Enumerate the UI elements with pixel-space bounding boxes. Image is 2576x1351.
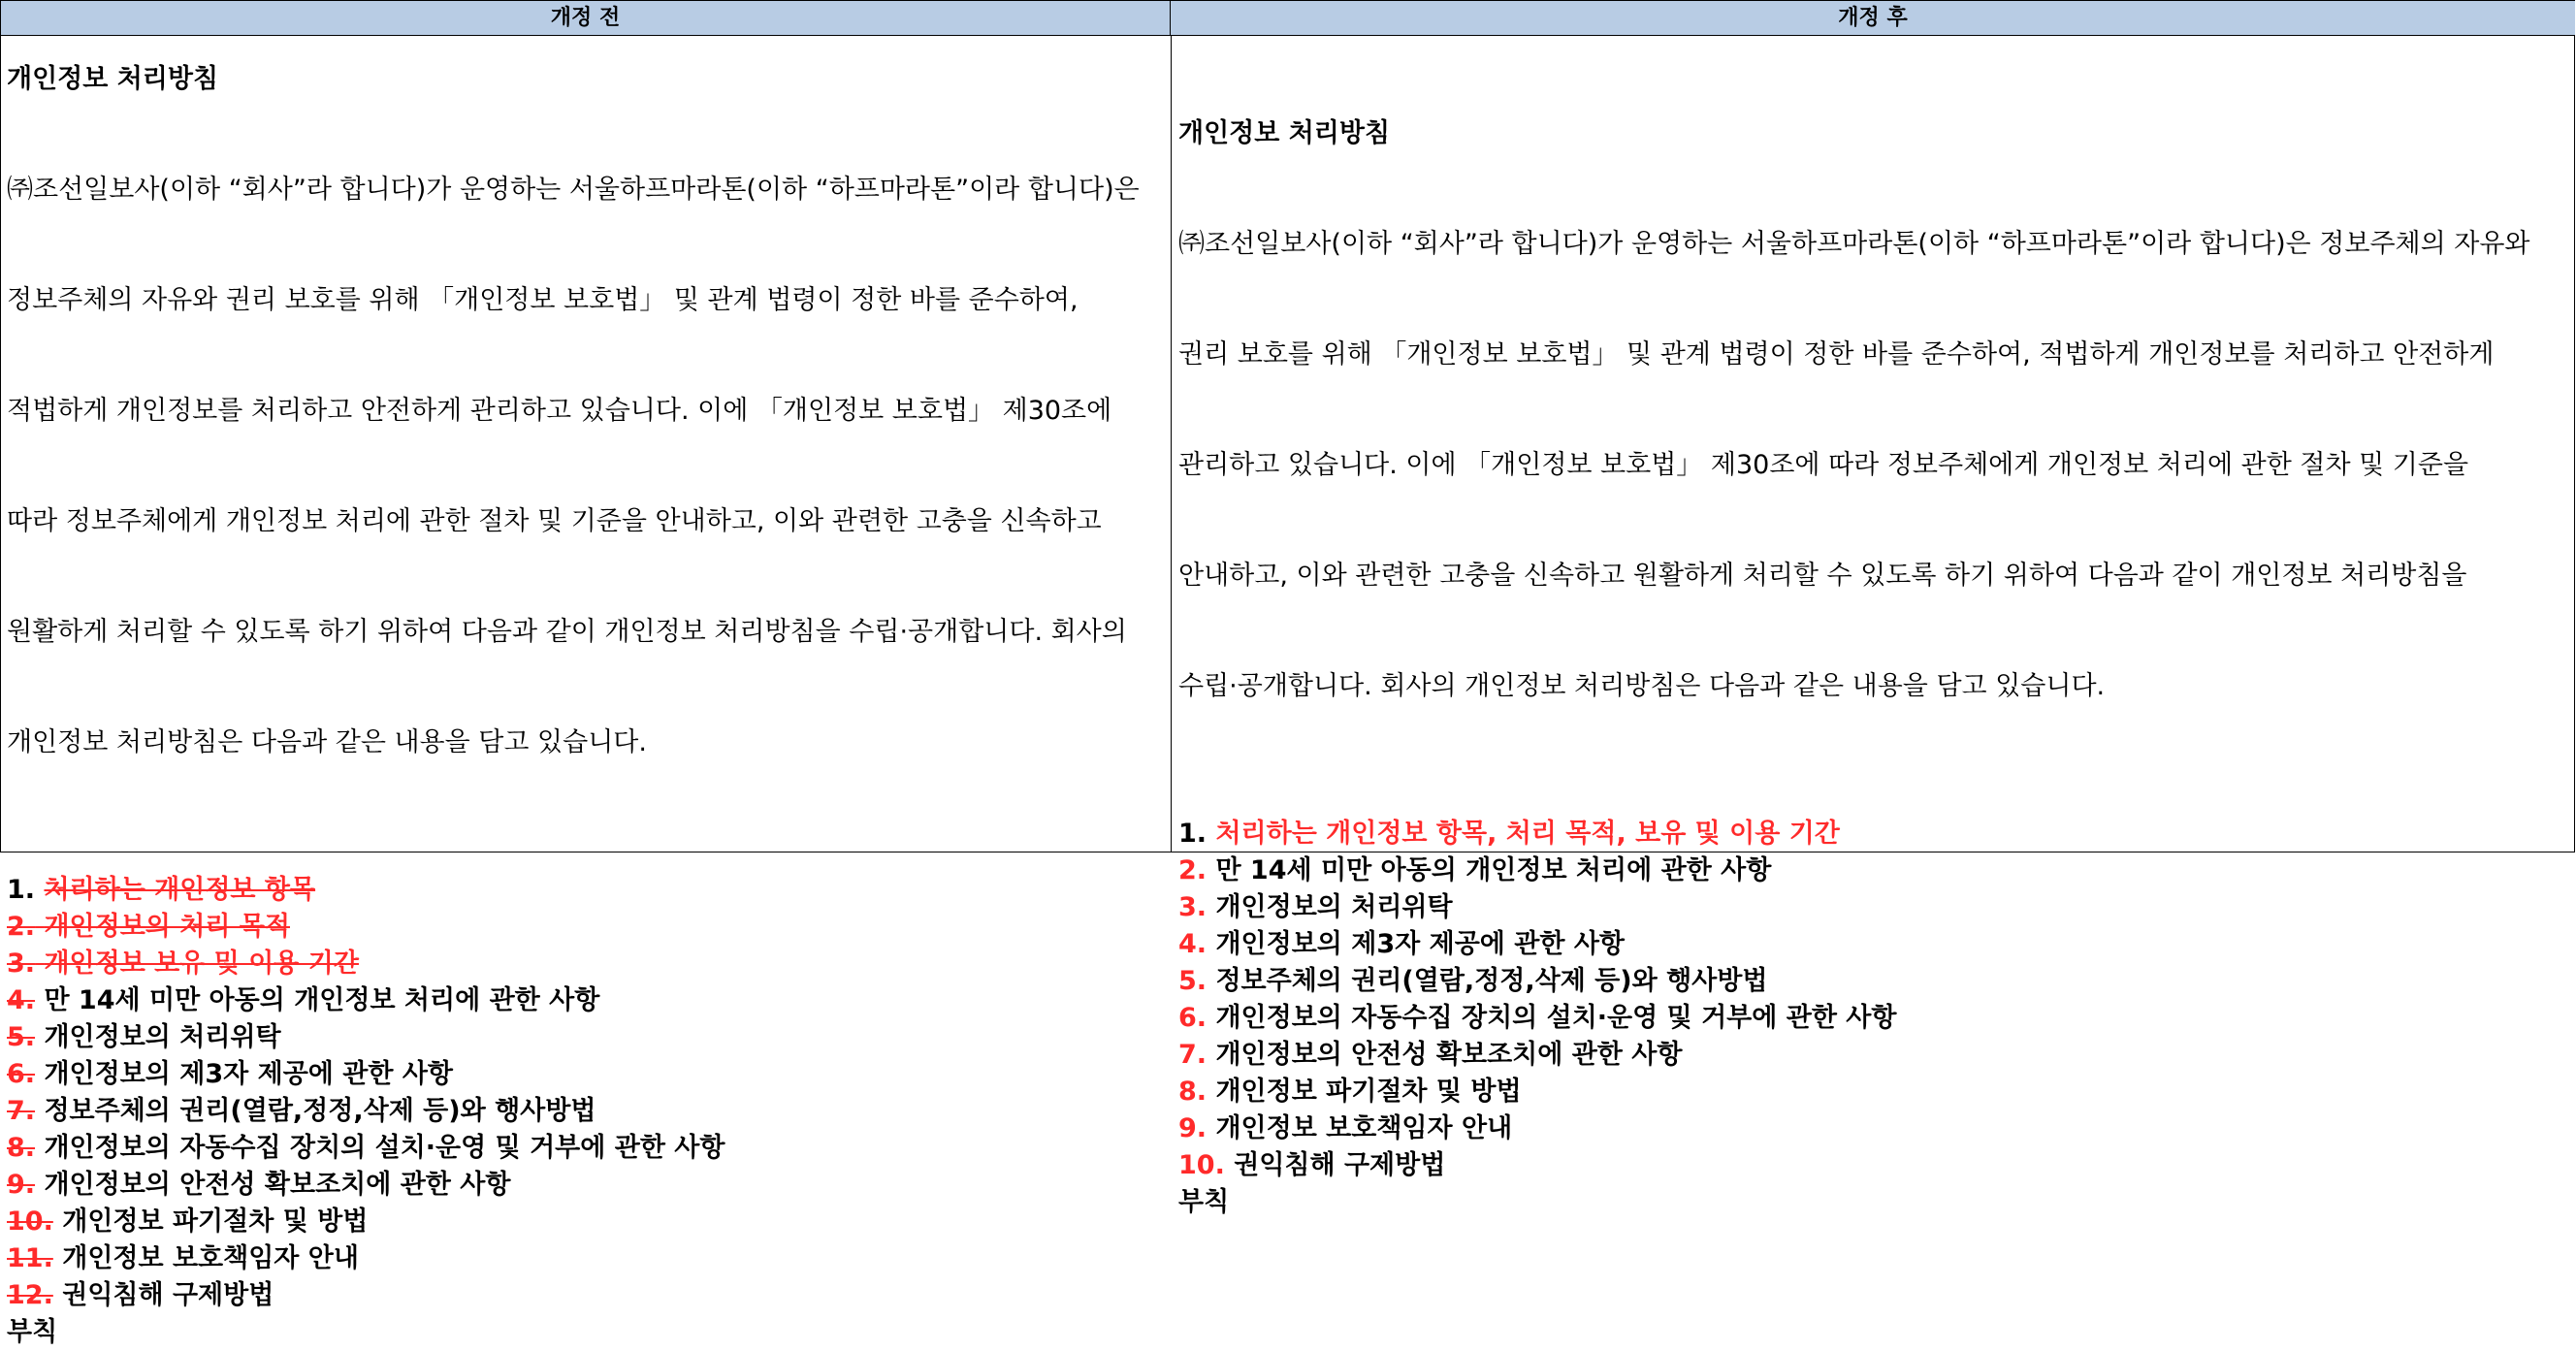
toc-item: 4. 만 14세 미만 아동의 개인정보 처리에 관한 사항 [7, 985, 600, 1015]
toc-item: 2. 개인정보의 처리 목적 [7, 912, 290, 942]
header-before: 개정 전 [1, 1, 1171, 36]
after-toc [1178, 816, 2573, 1221]
toc-item: 9. 개인정보 보호책임자 안내 [1178, 1113, 1513, 1143]
before-intro-line: 개인정보 처리방침은 다음과 같은 내용을 담고 있습니다. [7, 727, 647, 757]
toc-item: 5. 정보주체의 권리(열람,정정,삭제 등)와 행사방법 [1178, 966, 1768, 996]
before-column [7, 61, 1167, 1351]
toc-item: 10. 개인정보 파기절차 및 방법 [7, 1206, 369, 1237]
toc-item: 7. 개인정보의 안전성 확보조치에 관한 사항 [1178, 1040, 1683, 1070]
toc-item: 3. 개인정보의 처리위탁 [1178, 892, 1453, 922]
toc-item: 11. 개인정보 보호책임자 안내 [7, 1243, 359, 1273]
before-intro-line: 따라 정보주체에게 개인정보 처리에 관한 절차 및 기준을 안내하고, 이와 관련한 고충을 신속하고 [7, 506, 1102, 536]
toc-item: 6. 개인정보의 자동수집 장치의 설치·운영 및 거부에 관한 사항 [1178, 1003, 1897, 1033]
toc-item: 4. 개인정보의 제3자 제공에 관한 사항 [1178, 929, 1625, 959]
after-intro-line: ㈜조선일보사(이하 “회사”라 합니다)가 운영하는 서울하프마라톤(이하 “하프마라톤”이라 합니다)은 정보주체의 자유와 [1178, 229, 2530, 259]
toc-item: 9. 개인정보의 안전성 확보조치에 관한 사항 [7, 1170, 511, 1200]
toc-item: 6. 개인정보의 제3자 제공에 관한 사항 [7, 1059, 453, 1089]
after-intro [1178, 152, 2573, 779]
before-title: 개인정보 처리방침 [7, 64, 219, 94]
after-column [1178, 115, 2573, 1221]
toc-item: 2. 만 14세 미만 아동의 개인정보 처리에 관한 사항 [1178, 855, 1772, 885]
after-intro-line: 권리 보호를 위해 「개인정보 보호법」 및 관계 법령이 정한 바를 준수하여, 적법하게 개인정보를 처리하고 안전하게 [1178, 339, 2495, 370]
toc-item: 8. 개인정보 파기절차 및 방법 [1178, 1077, 1522, 1107]
toc-item: 1. 처리하는 개인정보 항목 [7, 875, 316, 905]
toc-item: 8. 개인정보의 자동수집 장치의 설치·운영 및 거부에 관한 사항 [7, 1133, 725, 1163]
after-title: 개인정보 처리방침 [1178, 118, 1391, 148]
before-intro-line: 적법하게 개인정보를 처리하고 안전하게 관리하고 있습니다. 이에 「개인정보 보호법」 제30조에 [7, 396, 1112, 426]
before-intro [7, 98, 1167, 835]
after-intro-line: 수립·공개합니다. 회사의 개인정보 처리방침은 다음과 같은 내용을 담고 있습니다. [1178, 671, 2106, 701]
before-toc [7, 872, 1167, 1351]
after-intro-line: 안내하고, 이와 관련한 고충을 신속하고 원활하게 처리할 수 있도록 하기 위하여 다음과 같이 개인정보 처리방침을 [1178, 561, 2467, 591]
before-intro-line: ㈜조선일보사(이하 “회사”라 합니다)가 운영하는 서울하프마라톤(이하 “하프마라톤”이라 합니다)은 [7, 175, 1140, 205]
toc-item: 3. 개인정보 보유 및 이용 기간 [7, 949, 359, 979]
before-appendix: 부칙 [7, 1317, 58, 1347]
after-intro-line: 관리하고 있습니다. 이에 「개인정보 보호법」 제30조에 따라 정보주체에게 개인정보 처리에 관한 절차 및 기준을 [1178, 450, 2469, 480]
after-appendix: 부칙 [1178, 1187, 1230, 1217]
toc-item: 7. 정보주체의 권리(열람,정정,삭제 등)와 행사방법 [7, 1096, 596, 1126]
toc-item: 10. 권익침해 구제방법 [1178, 1150, 1446, 1180]
toc-item: 5. 개인정보의 처리위탁 [7, 1022, 281, 1052]
before-intro-line: 원활하게 처리할 수 있도록 하기 위하여 다음과 같이 개인정보 처리방침을 수립·공개합니다. 회사의 [7, 617, 1127, 647]
header-after: 개정 후 [1171, 1, 2575, 36]
toc-item: 1. 처리하는 개인정보 항목, 처리 목적, 보유 및 이용 기간 [1178, 819, 1840, 849]
before-intro-line: 정보주체의 자유와 권리 보호를 위해 「개인정보 보호법」 및 관계 법령이 정한 바를 준수하여, [7, 285, 1079, 315]
column-divider [1171, 36, 1172, 852]
toc-item: 12. 권익침해 구제방법 [7, 1280, 274, 1310]
